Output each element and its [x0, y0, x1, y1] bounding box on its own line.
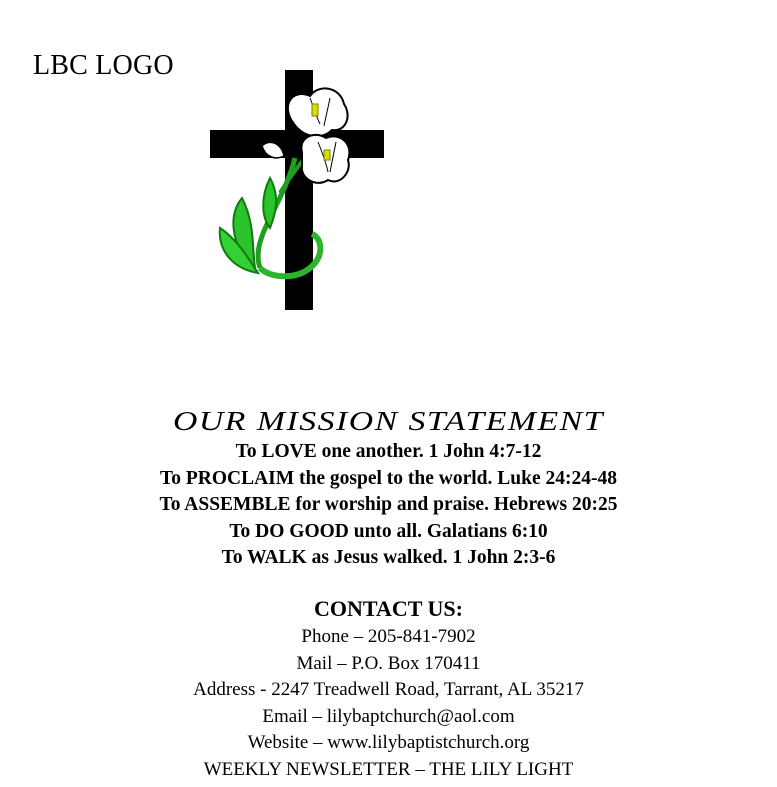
logo-label: LBC LOGO — [33, 50, 174, 81]
contact-address: Address - 2247 Treadwell Road, Tarrant, AL 35217 — [193, 679, 584, 700]
mission-list — [0, 439, 777, 572]
mission-title: OUR MISSION STATEMENT — [173, 406, 604, 436]
mission-item: To PROCLAIM the gospel to the world. Luke 24:24-48 — [160, 467, 617, 489]
contact-title: CONTACT US: — [314, 596, 463, 621]
contact-website: Website – www.lilybaptistchurch.org — [247, 732, 530, 753]
contact-mail: Mail – P.O. Box 170411 — [296, 652, 481, 674]
contact-phone: Phone – 205-841-7902 — [301, 626, 476, 647]
contact-email: Email – lilybaptchurch@aol.com — [262, 705, 515, 727]
newsletter-line: WEEKLY NEWSLETTER – THE LILY LIGHT — [203, 758, 574, 780]
mission-item: To ASSEMBLE for worship and praise. Hebrews 20:25 — [159, 494, 618, 516]
contact-list — [0, 624, 777, 783]
contact-section — [0, 594, 777, 783]
cross-with-lily-icon — [200, 68, 400, 314]
mission-item: To WALK as Jesus walked. 1 John 2:3-6 — [221, 547, 556, 569]
mission-statement — [0, 403, 777, 572]
mission-item: To LOVE one another. 1 John 4:7-12 — [235, 441, 542, 462]
mission-item: To DO GOOD unto all. Galatians 6:10 — [229, 520, 548, 542]
